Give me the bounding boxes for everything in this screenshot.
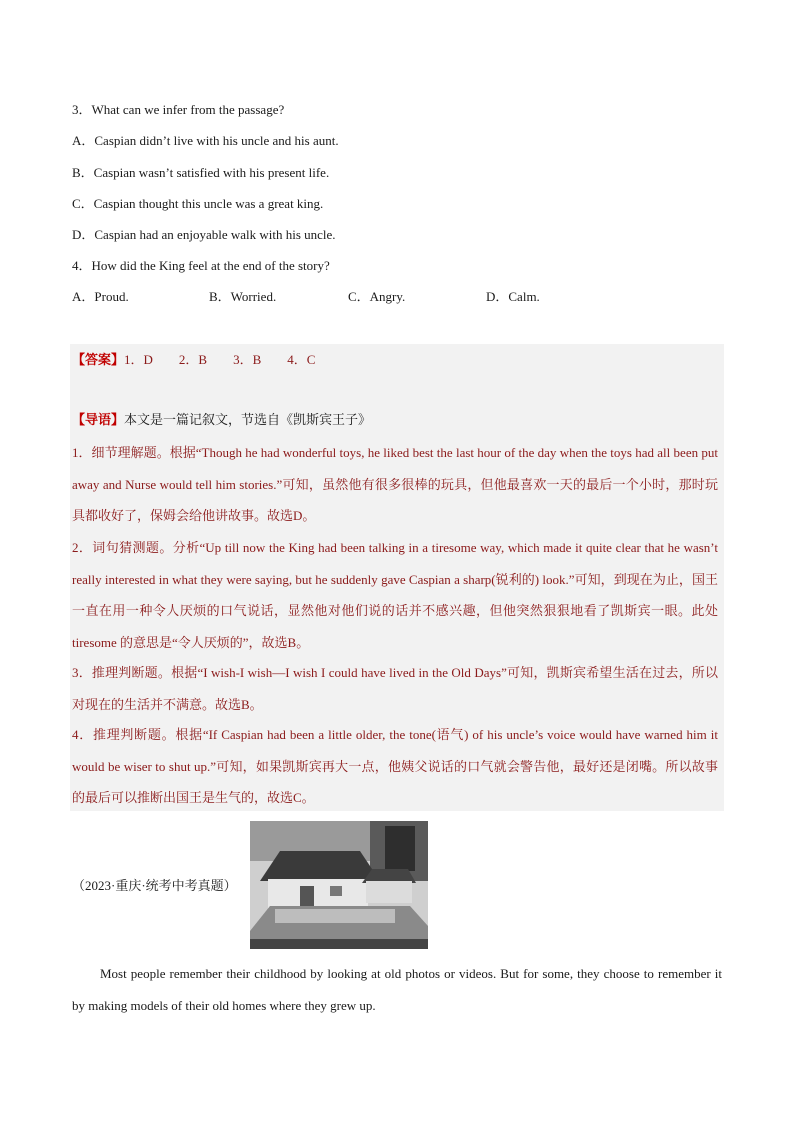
question-4-option-c: C．Angry.	[348, 289, 406, 304]
guide-text: 本文是一篇记叙文，节选自《凯斯宾王子》	[124, 412, 372, 427]
explanation-3: 3．推理判断题。根据“I wish-I wish—I wish I could have lived in the Old Days”可知，凯斯宾希望生活在过去，所以对现在的生活并不满意。故选B。	[72, 665, 718, 712]
question-4-stem: 4．How did the King feel at the end of the story?	[72, 258, 330, 273]
exam-source: （2023·重庆·统考中考真题）	[72, 878, 237, 893]
explanation-4: 4．推理判断题。根据“If Caspian had been a little older, the tone(语气) of his uncle’s voice would have warned him it would be wiser to shut up.”可知，如果凯斯宾再大一点，他姨父说话的口气就会警告他，最好还是闭嘴。所以故事的最后可以推断出国王是生气的，故选C。	[72, 727, 718, 805]
question-4-options	[72, 289, 712, 305]
question-3-option-c: C．Caspian thought this uncle was a great king.	[72, 196, 324, 211]
answer-tag: 【答案】	[72, 352, 125, 367]
question-4-option-a: A．Proud.	[72, 289, 129, 304]
question-3-stem: 3．What can we infer from the passage?	[72, 102, 285, 117]
answer-item: 3．B	[233, 352, 262, 367]
answer-item: 1．D	[124, 352, 153, 367]
question-3-option-d: D．Caspian had an enjoyable walk with his uncle.	[72, 227, 336, 242]
guide-tag: 【导语】	[72, 412, 125, 427]
question-3-option-b: B．Caspian wasn’t satisfied with his present life.	[72, 165, 330, 180]
explanation-2: 2．词句猜测题。分析“Up till now the King had been talking in a tiresome way, which made it quite clear that he wasn’t really interested in what they were saying, but he suddenly gave Caspian a sharp(锐利的) look.”可知，到现在为止，国王一直在用一种令人厌烦的口气说话，显然他对他们说的话并不感兴趣，但他突然狠狠地看了凯斯宾一眼。此处 tiresome 的意思是“令人厌烦的”，故选B。	[72, 540, 718, 650]
answer-row	[72, 352, 341, 368]
explanation-1: 1．细节理解题。根据“Though he had wonderful toys, he liked best the last hour of the day when the toys had all been put away and Nurse would tell him stories.”可知，虽然他有很多很棒的玩具，但他最喜欢一天的最后一个小时，那时玩具都收好了，保姆会给他讲故事。故选D。	[72, 445, 718, 523]
question-4-option-b: B．Worried.	[209, 289, 277, 304]
passage-paragraph: Most people remember their childhood by looking at old photos or videos. But for some, they choose to remember it by making models of their old homes where they grew up.	[72, 966, 722, 1013]
question-3-option-a: A．Caspian didn’t live with his uncle and his aunt.	[72, 133, 339, 148]
answer-item: 2．B	[178, 352, 208, 367]
answer-item: 4．C	[287, 352, 316, 367]
question-4-option-d: D．Calm.	[486, 289, 540, 304]
house-model-photo	[250, 821, 428, 949]
guide-row	[72, 412, 371, 428]
